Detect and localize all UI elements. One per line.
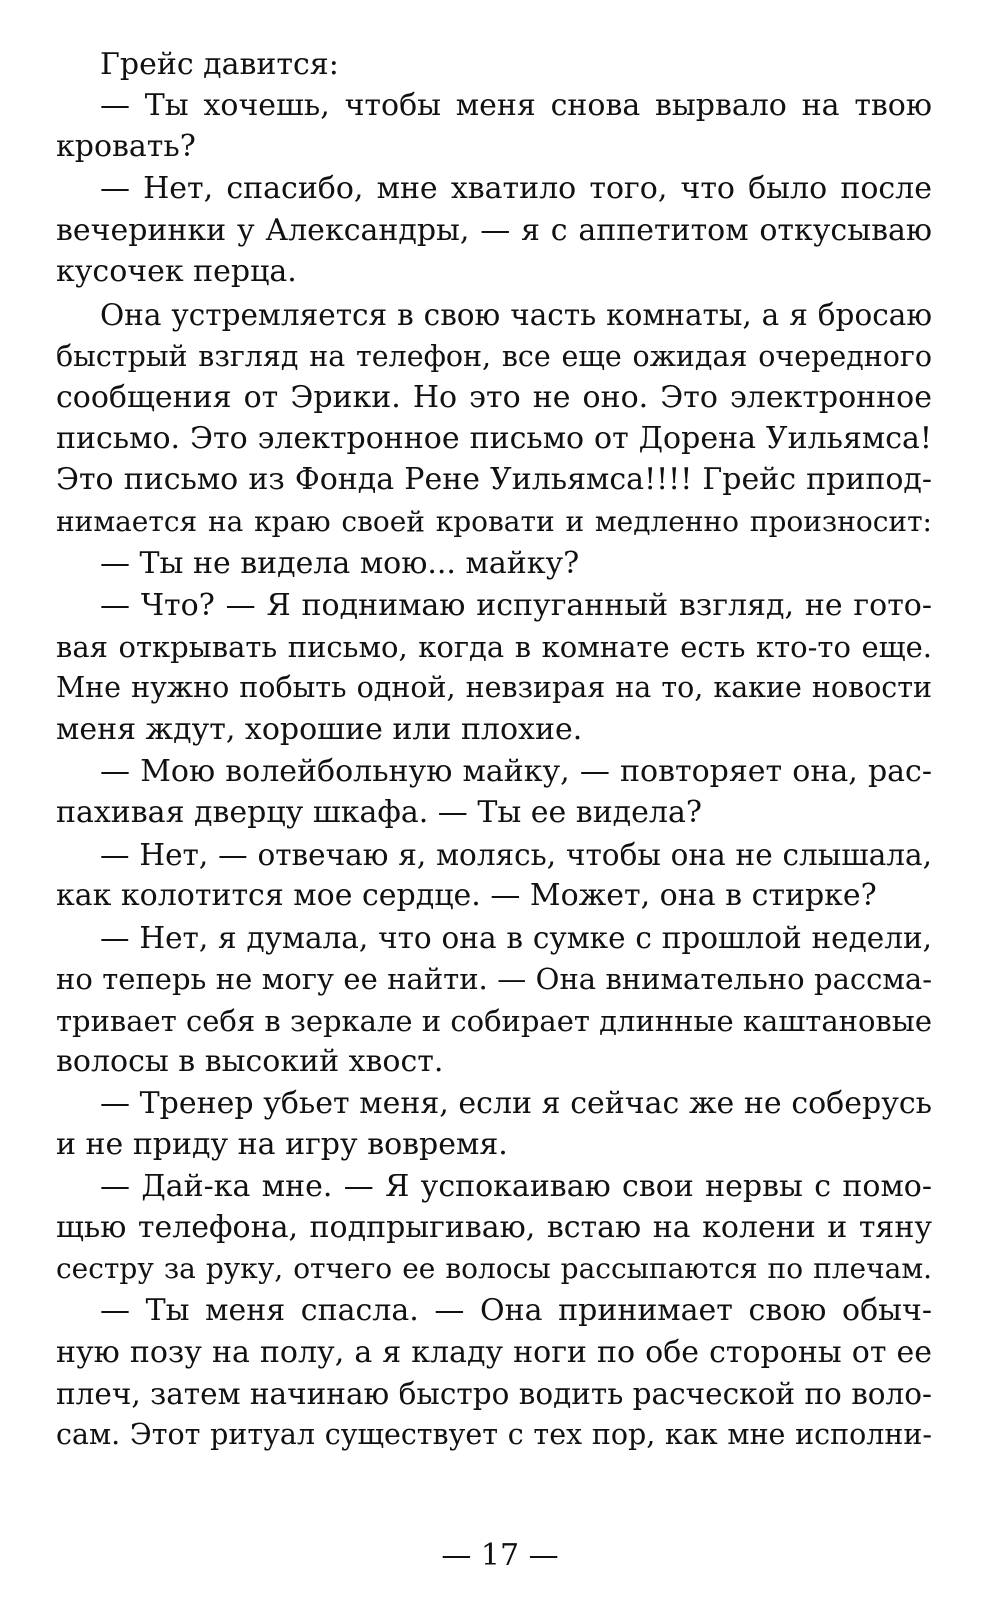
text-line: нимается на краю своей кровати и медленно произносит: — [56, 505, 932, 538]
text-line: — Ты хочешь, чтобы меня снова вырвало на твою — [100, 88, 932, 123]
text-line: плеч, затем начинаю быстро водить расческой по воло- — [56, 1377, 932, 1411]
text-line: меня ждут, хорошие или плохие. — [56, 712, 583, 747]
text-line: кусочек перца. — [56, 254, 297, 289]
text-line: — Что? — Я поднимаю испуганный взгляд, не гото- — [100, 588, 932, 623]
page-number: — 17 — — [441, 1538, 559, 1573]
text-line: — Ты меня спасла. — Она принимает свою обыч- — [100, 1293, 932, 1328]
text-line: ную позу на полу, а я кладу ноги по обе стороны от ее — [56, 1335, 932, 1370]
text-line: — Тренер убьет меня, если я сейчас же не соберусь — [100, 1086, 932, 1121]
text-line: Это письмо из Фонда Рене Уильямса!!!! Грейс припод- — [56, 462, 932, 497]
text-line: Она устремляется в свою часть комнаты, а я бросаю — [100, 298, 932, 332]
text-line: щью телефона, подпрыгиваю, встаю на колени и тяну — [56, 1210, 932, 1245]
text-line: — Нет, спасибо, мне хватило того, что было после — [100, 171, 932, 206]
text-line: волосы в высокий хвост. — [56, 1044, 444, 1079]
text-line: письмо. Это электронное письмо от Дорена Уильямса! — [56, 421, 932, 456]
text-line: — Мою волейбольную майку, — повторяет она, рас- — [100, 754, 932, 789]
text-line: Грейс давится: — [100, 47, 339, 82]
text-line: — Ты не видела мою... майку? — [100, 546, 580, 581]
text-line: кровать? — [56, 129, 196, 164]
text-line: — Нет, я думала, что она в сумке с прошлой недели, — [100, 921, 932, 955]
text-line: вая открывать письмо, когда в комнате есть кто-то еще. — [56, 630, 932, 664]
text-line: сам. Этот ритуал существует с тех пор, как мне исполни- — [56, 1418, 932, 1451]
text-line: быстрый взгляд на телефон, все еще ожидая очередного — [56, 340, 932, 373]
text-line: как колотится мое сердце. — Может, она в стирке? — [56, 878, 877, 913]
text-line: вечеринки у Александры, — я с аппетитом откусываю — [56, 213, 932, 248]
text-line: сестру за руку, отчего ее волосы рассыпаются по плечам. — [56, 1252, 932, 1285]
text-line: пахивая дверцу шкафа. — Ты ее видела? — [56, 795, 702, 830]
text-line: — Нет, — отвечаю я, молясь, чтобы она не слышала, — [100, 838, 932, 872]
text-line: сообщения от Эрики. Но это не оно. Это электронное — [56, 380, 932, 415]
text-line: и не приду на игру вовремя. — [56, 1127, 508, 1162]
text-line: тривает себя в зеркале и собирает длинные каштановые — [56, 1004, 932, 1038]
text-line: но теперь не могу ее найти. — Она внимательно рассма- — [56, 962, 932, 996]
book-page-text — [56, 44, 932, 1504]
text-line: Мне нужно побыть одной, невзирая на то, какие новости — [56, 671, 932, 704]
text-line: — Дай-ка мне. — Я успокаиваю свои нервы с помо- — [100, 1169, 932, 1204]
